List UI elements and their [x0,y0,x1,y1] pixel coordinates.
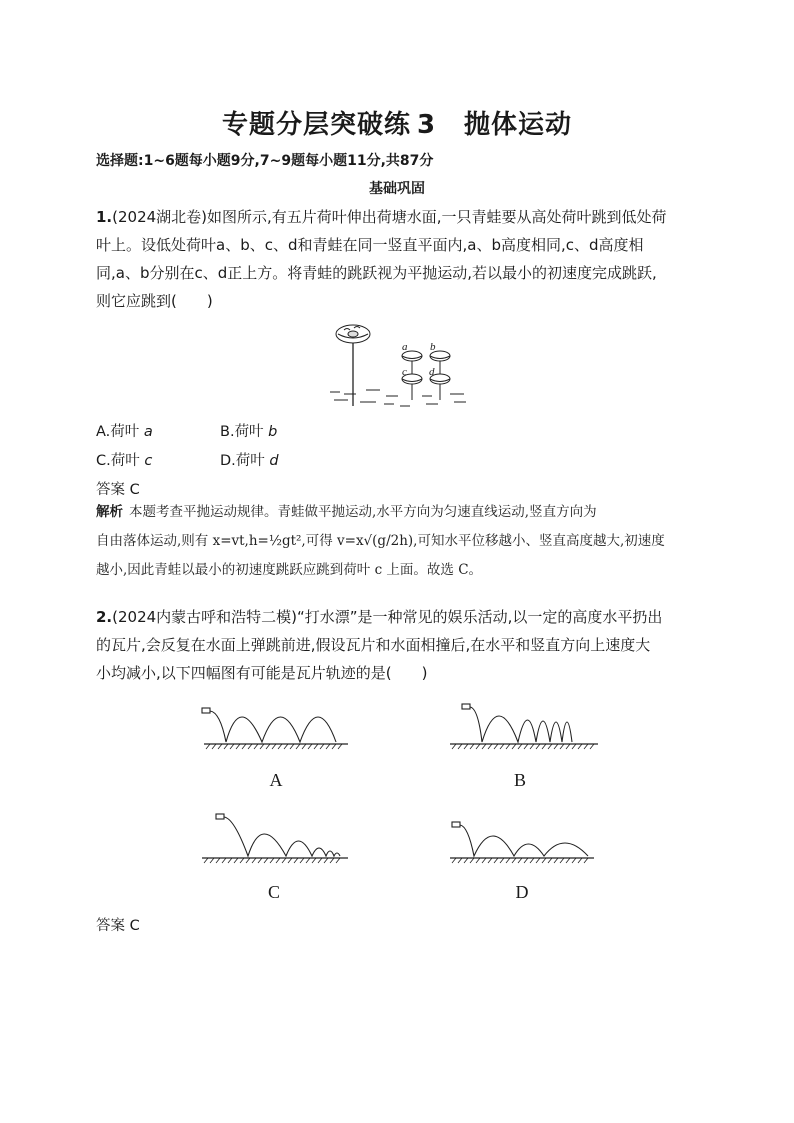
question-1-number: 1. [96,208,113,226]
title-number: 3 [416,110,437,140]
figure-label-b: B [513,770,526,790]
frog-icon [348,331,358,337]
option-d[interactable]: D.荷叶 d [220,453,279,469]
lotus-figure [326,320,472,410]
explanation-line: 越小,因此青蛙以最小的初速度跳跃应跳到荷叶 c 上面。故选 C。 [96,562,483,578]
answer-2: 答案 C [96,918,140,934]
figure-label-a: A [269,770,283,790]
figure-label-c: C [267,882,280,902]
option-a[interactable]: A.荷叶 a [96,424,153,440]
option-c[interactable]: C.荷叶 c [96,453,153,469]
explanation-label: 解析 [96,504,123,520]
question-2-number: 2. [96,608,113,626]
explanation-line: 本题考查平抛运动规律。青蛙做平抛运动,水平方向为匀速直线运动,竖直方向为 [129,504,597,520]
title-main: 专题分层突破练 [221,110,411,140]
page-title [0,104,794,141]
question-1-line: 叶上。设低处荷叶a、b、c、d和青蛙在同一竖直平面内,a、b高度相同,c、d高度相 [96,236,644,254]
trajectory-figure-d[interactable] [448,818,596,866]
trajectory-figure-b[interactable] [448,702,600,754]
leaf-label-b: b [430,341,436,353]
trajectory-figure-c[interactable] [200,810,352,866]
question-1-line: 则它应跳到( ) [96,292,213,310]
question-1-line: (2024湖北卷)如图所示,有五片荷叶伸出荷塘水面,一只青蛙要从高处荷叶跳到低处荷 [112,208,667,226]
explanation-line: 自由落体运动,则有 x=vt,h=½gt²,可得 v=x√(g/2h),可知水平位移越小、竖直高度越大,初速度 [96,533,665,549]
leaf-label-a: a [402,341,408,353]
section-heading: 基础巩固 [369,181,425,197]
question-2-line: 小均减小,以下四幅图有可能是瓦片轨迹的是( ) [96,664,428,682]
question-1-line: 同,a、b分别在c、d正上方。将青蛙的跳跃视为平抛运动,若以最小的初速度完成跳跃, [96,264,657,282]
leaf-label-d: d [429,366,435,378]
question-2-line: 的瓦片,会反复在水面上弹跳前进,假设瓦片和水面相撞后,在水平和竖直方向上速度大 [96,636,651,654]
score-intro: 选择题:1~6题每小题9分,7~9题每小题11分,共87分 [96,153,434,169]
answer-1: 答案 C [96,482,140,498]
trajectory-figure-a[interactable] [200,702,352,754]
question-2 [96,603,704,687]
question-2-line: (2024内蒙古呼和浩特二模)“打水漂”是一种常见的娱乐活动,以一定的高度水平扔出 [112,608,663,626]
leaf-label-c: c [402,366,407,378]
title-topic: 抛体运动 [464,110,573,140]
figure-label-d: D [515,882,529,902]
explanation-1 [96,498,708,585]
option-b[interactable]: B.荷叶 b [220,424,278,440]
question-1 [96,203,704,315]
